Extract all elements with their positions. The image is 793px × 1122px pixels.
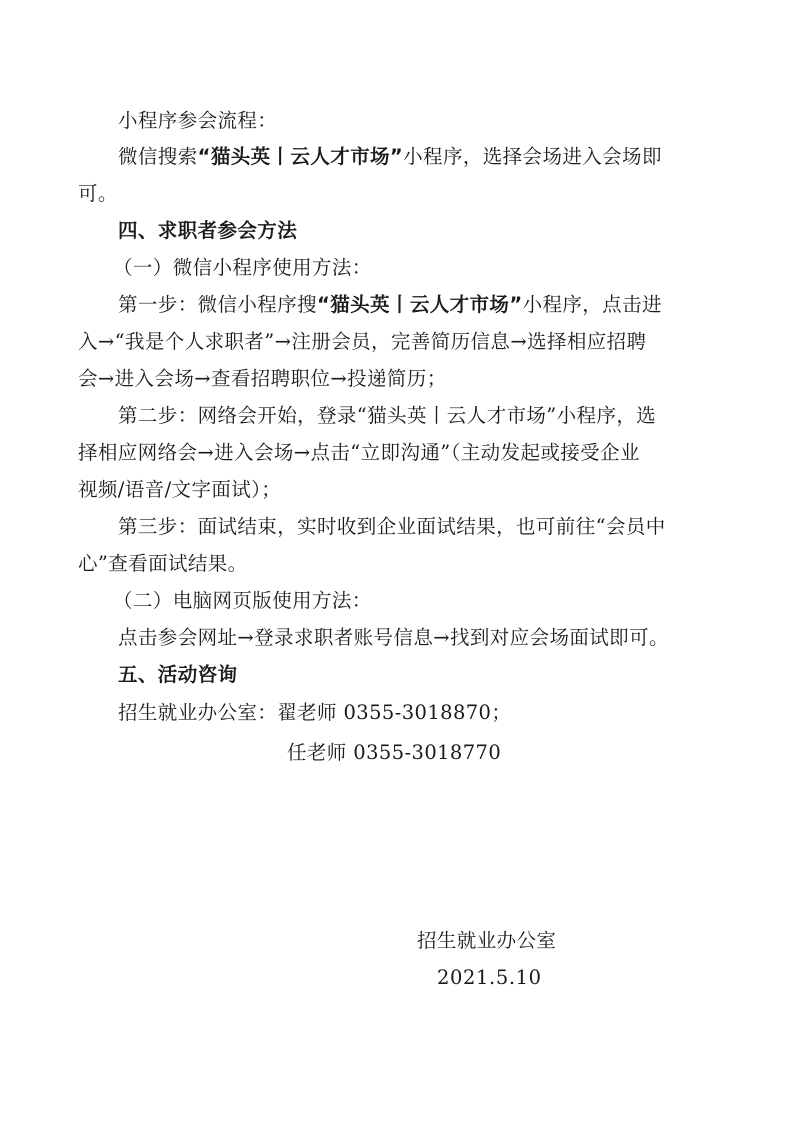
mini-program-search-line — [118, 139, 662, 175]
signature-office: 招生就业办公室 — [417, 929, 557, 952]
search-prefix: 微信搜索 — [118, 145, 198, 168]
section4-heading: 四、求职者参会方法 — [118, 219, 298, 242]
section4-sub1: （一）微信小程序使用方法： — [113, 256, 372, 279]
program-name: “猫头英丨云人才市场” — [197, 145, 404, 168]
step3-line2: 心”查看面试结果。 — [78, 552, 248, 575]
search-suffix: 小程序，选择会场进入会场即 — [403, 145, 662, 168]
step1-line3: 会→进入会场→查看招聘职位→投递简历； — [78, 367, 447, 390]
step2-line3: 视频/语音/文字面试）； — [78, 478, 282, 501]
search-wrap-line: 可。 — [78, 182, 118, 205]
step1-line2: 入→“我是个人求职者”→注册会员，完善简历信息→选择相应招聘 — [78, 330, 647, 353]
step3-line1: 第三步：面试结束，实时收到企业面试结果，也可前往“会员中 — [118, 515, 666, 538]
section5-heading: 五、活动咨询 — [118, 663, 238, 686]
signature-date: 2021.5.10 — [437, 966, 542, 989]
step1-prefix: 第一步：微信小程序搜 — [118, 293, 318, 316]
contact-line1: 招生就业办公室：翟老师 0355-3018870； — [118, 701, 512, 724]
step2-line2: 择相应网络会→进入会场→点击“立即沟通”（主动发起或接受企业 — [78, 441, 640, 464]
mini-program-title: 小程序参会流程： — [118, 109, 278, 132]
step2-line1: 第二步：网络会开始，登录“猫头英丨云人才市场”小程序，选 — [118, 404, 657, 427]
step1-program-name: “猫头英丨云人才市场” — [317, 293, 523, 316]
web-steps: 点击参会网址→登录求职者账号信息→找到对应会场面试即可。 — [118, 626, 669, 649]
section4-sub2: （二）电脑网页版使用方法： — [113, 589, 372, 612]
step1-suffix: 小程序，点击进 — [522, 293, 662, 316]
step1-line1 — [118, 287, 662, 323]
contact-line2: 任老师 0355-3018770 — [287, 741, 502, 764]
